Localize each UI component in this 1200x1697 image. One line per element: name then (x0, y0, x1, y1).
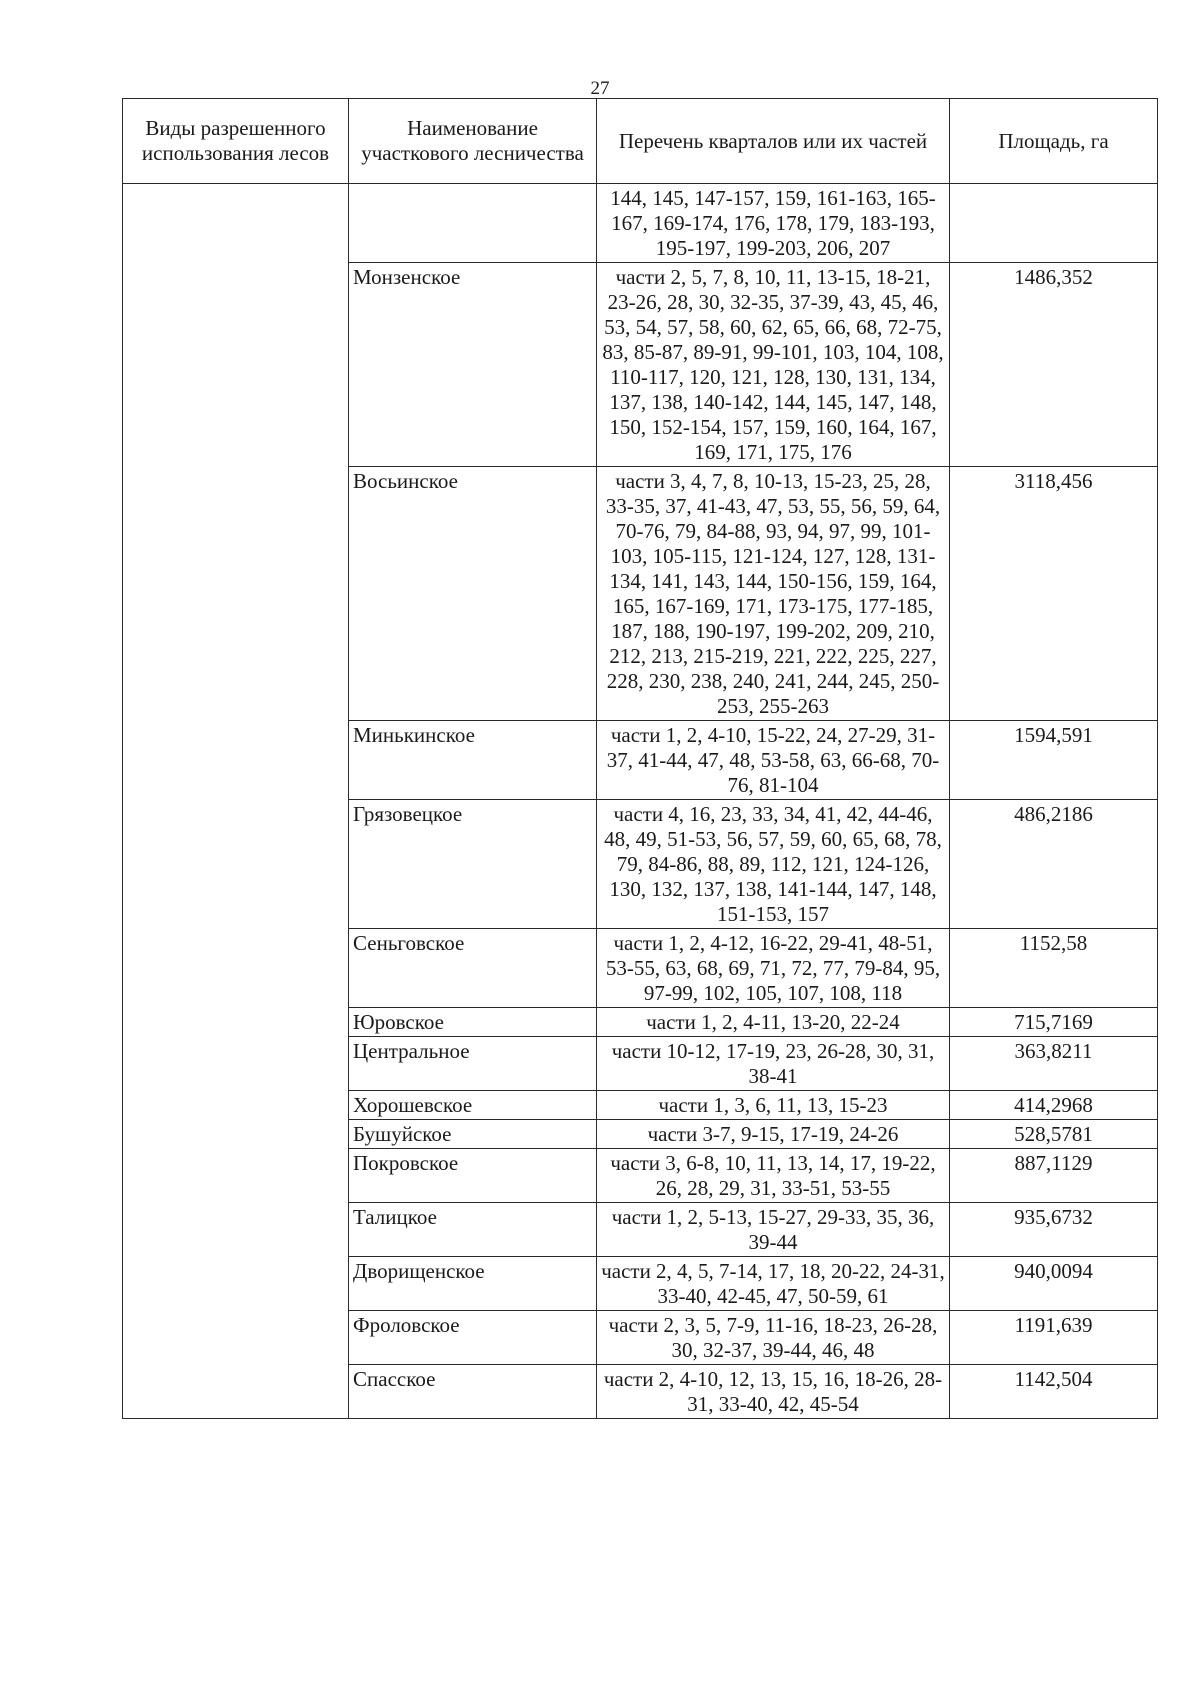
forestry-name: Центральное (349, 1037, 597, 1091)
forestry-name (349, 184, 597, 263)
area-value: 1594,591 (950, 721, 1158, 800)
forestry-name: Монзенское (349, 263, 597, 467)
table-row (123, 184, 1158, 263)
header-area: Площадь, га (950, 99, 1158, 184)
area-value: 715,7169 (950, 1008, 1158, 1037)
quarters-list: части 1, 2, 4-11, 13-20, 22-24 (597, 1008, 950, 1037)
quarters-list: части 2, 3, 5, 7-9, 11-16, 18-23, 26-28, 30, 32-37, 39-44, 46, 48 (597, 1311, 950, 1365)
quarters-list: части 1, 2, 4-12, 16-22, 29-41, 48-51, 53-55, 63, 68, 69, 71, 72, 77, 79-84, 95, 97-99, 102, 105, 107, 108, 118 (597, 929, 950, 1008)
forestry-name: Фроловское (349, 1311, 597, 1365)
area-value: 1486,352 (950, 263, 1158, 467)
quarters-list: части 2, 5, 7, 8, 10, 11, 13-15, 18-21, 23-26, 28, 30, 32-35, 37-39, 43, 45, 46, 53, 54, 57, 58, 60, 62, 65, 66, 68, 72-75, 83, 85-87, 89-91, 99-101, 103, 104, 108, 110-117, 120, 121, 128, 130, 131, 134, 137, 138, 140-142, 144, 145, 147, 148, 150, 152-154, 157, 159, 160, 164, 167, 169, 171, 175, 176 (597, 263, 950, 467)
forestry-name: Бушуйское (349, 1120, 597, 1149)
forestry-name: Юровское (349, 1008, 597, 1037)
header-use: Виды разрешенного использования лесов (123, 99, 349, 184)
forestry-name: Спасское (349, 1365, 597, 1419)
area-value: 935,6732 (950, 1203, 1158, 1257)
area-value: 363,8211 (950, 1037, 1158, 1091)
area-value: 940,0094 (950, 1257, 1158, 1311)
header-quarters: Перечень кварталов или их частей (597, 99, 950, 184)
use-type-cell (123, 184, 349, 1419)
quarters-list: части 2, 4, 5, 7-14, 17, 18, 20-22, 24-31, 33-40, 42-45, 47, 50-59, 61 (597, 1257, 950, 1311)
area-value: 1142,504 (950, 1365, 1158, 1419)
area-value: 486,2186 (950, 800, 1158, 929)
forestry-name: Дворищенское (349, 1257, 597, 1311)
page-number: 27 (590, 78, 610, 99)
quarters-list: части 1, 2, 4-10, 15-22, 24, 27-29, 31-37, 41-44, 47, 48, 53-58, 63, 66-68, 70-76, 81-104 (597, 721, 950, 800)
quarters-list: части 2, 4-10, 12, 13, 15, 16, 18-26, 28-31, 33-40, 42, 45-54 (597, 1365, 950, 1419)
forestry-name: Талицкое (349, 1203, 597, 1257)
quarters-list: части 10-12, 17-19, 23, 26-28, 30, 31, 38-41 (597, 1037, 950, 1091)
area-value: 887,1129 (950, 1149, 1158, 1203)
area-value (950, 184, 1158, 263)
area-value: 3118,456 (950, 467, 1158, 721)
quarters-list: части 3, 6-8, 10, 11, 13, 14, 17, 19-22, 26, 28, 29, 31, 33-51, 53-55 (597, 1149, 950, 1203)
forestry-name: Грязовецкое (349, 800, 597, 929)
quarters-list: части 4, 16, 23, 33, 34, 41, 42, 44-46, 48, 49, 51-53, 56, 57, 59, 60, 65, 68, 78, 79, 84-86, 88, 89, 112, 121, 124-126, 130, 132, 137, 138, 141-144, 147, 148, 151-153, 157 (597, 800, 950, 929)
forestry-name: Сеньговское (349, 929, 597, 1008)
header-row (123, 99, 1158, 184)
area-value: 1152,58 (950, 929, 1158, 1008)
quarters-list: 144, 145, 147-157, 159, 161-163, 165-167, 169-174, 176, 178, 179, 183-193, 195-197, 199-203, 206, 207 (597, 184, 950, 263)
quarters-list: части 3, 4, 7, 8, 10-13, 15-23, 25, 28, 33-35, 37, 41-43, 47, 53, 55, 56, 59, 64, 70-76, 79, 84-88, 93, 94, 97, 99, 101-103, 105-115, 121-124, 127, 128, 131-134, 141, 143, 144, 150-156, 159, 164, 165, 167-169, 171, 173-175, 177-185, 187, 188, 190-197, 199-202, 209, 210, 212, 213, 215-219, 221, 222, 225, 227, 228, 230, 238, 240, 241, 244, 245, 250-253, 255-263 (597, 467, 950, 721)
area-value: 1191,639 (950, 1311, 1158, 1365)
quarters-list: части 1, 3, 6, 11, 13, 15-23 (597, 1091, 950, 1120)
quarters-list: части 1, 2, 5-13, 15-27, 29-33, 35, 36, 39-44 (597, 1203, 950, 1257)
area-value: 414,2968 (950, 1091, 1158, 1120)
forest-use-table (122, 98, 1158, 1419)
forestry-name: Покровское (349, 1149, 597, 1203)
forestry-name: Хорошевское (349, 1091, 597, 1120)
quarters-list: части 3-7, 9-15, 17-19, 24-26 (597, 1120, 950, 1149)
area-value: 528,5781 (950, 1120, 1158, 1149)
forestry-name: Минькинское (349, 721, 597, 800)
header-forestry-name: Наименование участкового лесничества (349, 99, 597, 184)
forestry-name: Восьинское (349, 467, 597, 721)
